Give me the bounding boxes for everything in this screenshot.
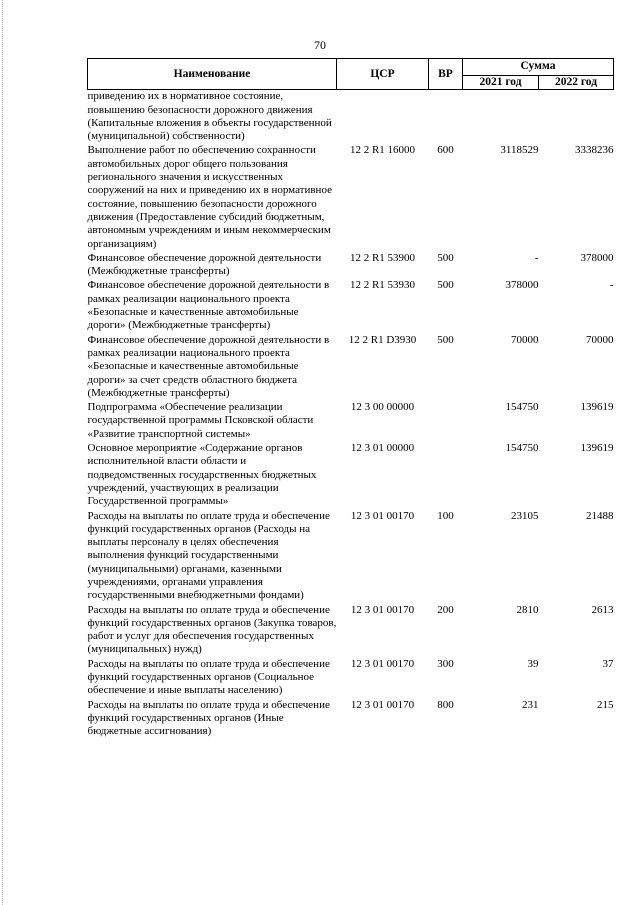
cell-vr [429, 90, 463, 145]
cell-csr: 12 3 01 00170 [350, 603, 415, 616]
cell-name: приведению их в нормативное состояние, повышению безопасности дорожного движения (Капитальные вложения в объекты государственной (муниципальной) собственности) [87, 90, 332, 143]
cell-sum-2022: 37 [602, 657, 614, 670]
table-row [88, 658, 614, 699]
header-year-2021: 2021 год [463, 76, 539, 90]
cell-vr [429, 442, 463, 509]
table-row [88, 510, 614, 604]
header-vr: ВР [429, 59, 463, 90]
cell-sum-2021: 2810 [516, 603, 539, 616]
cell-sum-2022: 3338236 [575, 144, 614, 157]
table-row [88, 90, 614, 145]
cell-sum-2021: - [534, 251, 539, 264]
cell-sum-2021: 378000 [505, 279, 539, 292]
cell-vr: 500 [437, 279, 454, 292]
cell-sum-2021 [463, 90, 539, 145]
cell-vr: 800 [437, 698, 454, 711]
header-name: Наименование [88, 59, 337, 90]
cell-sum-2022: 139619 [580, 401, 614, 414]
cell-sum-2022: - [609, 279, 614, 292]
cell-sum-2022 [539, 90, 614, 145]
cell-name: Расходы на выплаты по оплате труда и обеспечение функций государственных органов (Иные бюджетные ассигнования) [87, 698, 330, 738]
cell-sum-2022: 139619 [580, 442, 614, 455]
cell-name: Расходы на выплаты по оплате труда и обеспечение функций государственных органов (Закупка товаров, работ и услуг для обеспечения государственных (муниципальных) нужд) [87, 603, 337, 656]
table-row [88, 252, 614, 280]
cell-sum-2022: 2613 [591, 603, 614, 616]
cell-name: Финансовое обеспечение дорожной деятельности (Межбюджетные трансферты) [87, 251, 322, 278]
cell-sum-2022: 378000 [580, 251, 614, 264]
cell-sum-2021: 3118529 [500, 144, 539, 157]
table-row [88, 604, 614, 658]
cell-sum-2021: 231 [522, 698, 539, 711]
table-row [88, 144, 614, 251]
header-sum: Сумма [463, 59, 614, 76]
header-year-2022: 2022 год [539, 76, 614, 90]
table-row [88, 442, 614, 509]
table-row [88, 279, 614, 333]
cell-sum-2021: 39 [527, 657, 539, 670]
cell-csr: 12 2 R1 53930 [349, 279, 416, 292]
cell-vr: 600 [437, 144, 454, 157]
cell-vr: 500 [437, 333, 454, 346]
cell-name: Расходы на выплаты по оплате труда и обеспечение функций государственных органов (Социальное обеспечение и иные выплаты населению) [87, 657, 330, 697]
cell-vr: 100 [437, 509, 454, 522]
cell-sum-2021: 154750 [505, 401, 539, 414]
cell-sum-2021: 154750 [505, 442, 539, 455]
cell-name: Выполнение работ по обеспечению сохранности автомобильных дорог общего пользования регионального значения и искусственных сооружений на них и приведению их в нормативное состояние, повышению безопасности дорожного движения (Предоставление субсидий бюджетным, автономным учреждениям и иным некоммерческим организациям) [87, 144, 332, 250]
cell-vr [429, 401, 463, 442]
cell-name: Подпрограмма «Обеспечение реализации государственной программы Псковской области «Развитие транспортной системы» [87, 401, 314, 440]
cell-csr: 12 3 00 00000 [350, 401, 415, 414]
cell-sum-2022: 21488 [586, 509, 614, 522]
cell-csr: 12 3 01 00170 [350, 698, 415, 711]
cell-csr: 12 3 01 00170 [350, 509, 415, 522]
cell-vr: 200 [437, 603, 454, 616]
cell-csr: 12 3 01 00170 [350, 657, 415, 670]
cell-csr: 12 2 R1 16000 [349, 144, 416, 157]
cell-sum-2022: 70000 [586, 333, 614, 346]
scan-margin-line [2, 0, 3, 905]
cell-csr [337, 90, 429, 145]
cell-csr: 12 2 R1 53900 [349, 251, 416, 264]
table-row [88, 699, 614, 740]
cell-csr: 12 2 R1 D3930 [348, 333, 417, 346]
budget-table [87, 58, 614, 740]
table-body [88, 90, 614, 740]
cell-sum-2021: 23105 [511, 509, 539, 522]
cell-name: Финансовое обеспечение дорожной деятельности в рамках реализации национального проекта «Безопасные и качественные автомобильные дороги» за счет средств областного бюджета (Межбюджетные трансферты) [87, 333, 330, 399]
cell-name: Расходы на выплаты по оплате труда и обеспечение функций государственных органов (Расходы на выплаты персоналу в целях обеспечения выполнения функций государственными (муниципальными) органами, казенными учреждениями, органами управления государственными внебюджетными фондами) [87, 509, 330, 602]
cell-name: Финансовое обеспечение дорожной деятельности в рамках реализации национального проекта «Безопасные и качественные автомобильные дороги» (Межбюджетные трансферты) [87, 279, 330, 332]
cell-name: Основное мероприятие «Содержание органов исполнительной власти области и подведомственных государственных бюджетных учреждений, участвующих в реализации Государственной программы» [87, 442, 317, 508]
cell-vr: 500 [437, 251, 454, 264]
table-row [88, 401, 614, 442]
cell-csr: 12 3 01 00000 [350, 442, 415, 455]
page-number: 70 [314, 38, 326, 52]
cell-sum-2021: 70000 [511, 333, 539, 346]
cell-sum-2022: 215 [597, 698, 614, 711]
table-header [88, 59, 614, 90]
cell-vr: 300 [437, 657, 454, 670]
table-row [88, 334, 614, 401]
header-csr: ЦСР [337, 59, 429, 90]
